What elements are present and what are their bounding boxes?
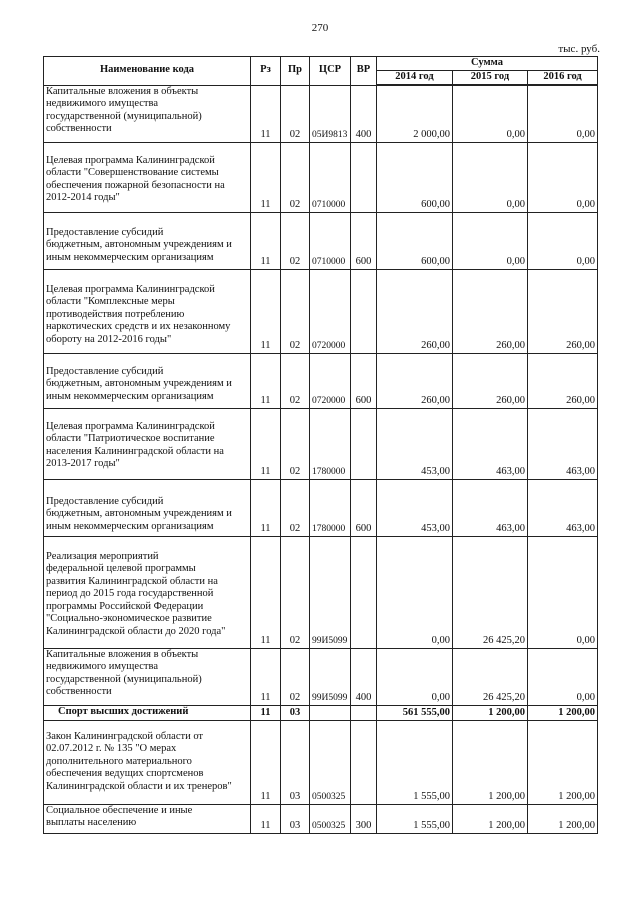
row-pr: 02 [281,353,310,408]
row-2015: 260,00 [453,269,528,353]
row-rz: 11 [251,85,281,142]
row-rz: 11 [251,720,281,804]
row-csr: 1780000 [310,479,351,536]
table-row [44,269,598,353]
row-2015: 1 200,00 [453,720,528,804]
row-rz: 11 [251,212,281,269]
row-2015: 260,00 [453,353,528,408]
header-vr: ВР [351,57,377,86]
row-rz: 11 [251,142,281,212]
row-name: Социальное обеспечение и иные выплаты населению [44,804,251,833]
table-row [44,479,598,536]
table-row [44,353,598,408]
row-pr: 03 [281,804,310,833]
row-name: Закон Калининградской области от 02.07.2012 г. № 135 "О мерах дополнительного материального обеспечения ведущих спортсменов Калининградской области и их тренеров" [44,720,251,804]
header-sum: Сумма [377,57,598,71]
table-row [44,720,598,804]
row-2016: 0,00 [528,648,598,705]
row-pr: 02 [281,85,310,142]
row-vr: 400 [351,648,377,705]
table-row [44,142,598,212]
row-rz: 11 [251,705,281,720]
header-year-2015: 2015 год [453,71,528,86]
row-pr: 02 [281,479,310,536]
table-row [44,85,598,142]
row-vr: 600 [351,479,377,536]
row-2016: 463,00 [528,408,598,479]
row-pr: 02 [281,142,310,212]
table-body [44,85,598,833]
row-2015: 0,00 [453,212,528,269]
row-2015: 1 200,00 [453,804,528,833]
table-row [44,804,598,833]
table-row [44,648,598,705]
row-pr: 02 [281,212,310,269]
row-name: Реализация мероприятий федеральной целевой программы развития Калининградской области на период до 2015 года государственной программы Российской Федерации "Социально-экономическое развитие Калининградской области до 2020 года" [44,536,251,648]
row-name: Целевая программа Калининградской области "Комплексные меры противодействия потреблению наркотических средств и их незаконному обороту на 2012-2016 годы" [44,269,251,353]
header-csr: ЦСР [310,57,351,86]
row-vr [351,408,377,479]
row-csr [310,705,351,720]
row-2015: 463,00 [453,408,528,479]
row-pr: 02 [281,648,310,705]
row-name: Предоставление субсидий бюджетным, автономным учреждениям и иным некоммерческим организациям [44,353,251,408]
table-row [44,705,598,720]
row-vr: 600 [351,212,377,269]
row-2016: 0,00 [528,212,598,269]
row-2016: 0,00 [528,85,598,142]
row-2015: 26 425,20 [453,536,528,648]
row-2016: 1 200,00 [528,705,598,720]
row-vr [351,705,377,720]
row-csr: 0720000 [310,269,351,353]
row-rz: 11 [251,479,281,536]
row-2014: 0,00 [377,648,453,705]
row-2014: 260,00 [377,353,453,408]
row-vr [351,142,377,212]
row-2015: 26 425,20 [453,648,528,705]
row-csr: 0720000 [310,353,351,408]
row-2014: 1 555,00 [377,720,453,804]
row-2014: 453,00 [377,408,453,479]
header-year-2014: 2014 год [377,71,453,86]
table-row [44,536,598,648]
row-vr: 600 [351,353,377,408]
row-vr [351,536,377,648]
page-number: 270 [311,22,329,34]
row-pr: 02 [281,408,310,479]
row-name: Капитальные вложения в объекты недвижимого имущества государственной (муниципальной) собственности [44,85,251,142]
header-pr: Пр [281,57,310,86]
row-csr: 1780000 [310,408,351,479]
row-2014: 1 555,00 [377,804,453,833]
row-vr: 300 [351,804,377,833]
row-2016: 0,00 [528,142,598,212]
row-vr [351,269,377,353]
row-pr: 02 [281,269,310,353]
row-2014: 0,00 [377,536,453,648]
header-year-2016: 2016 год [528,71,598,86]
row-2014: 600,00 [377,212,453,269]
row-rz: 11 [251,648,281,705]
row-2015: 0,00 [453,142,528,212]
row-name: Предоставление субсидий бюджетным, автономным учреждениям и иным некоммерческим организациям [44,479,251,536]
table-row [44,212,598,269]
row-2016: 260,00 [528,353,598,408]
row-2014: 453,00 [377,479,453,536]
header-rz: Рз [251,57,281,86]
row-name: Капитальные вложения в объекты недвижимого имущества государственной (муниципальной) собственности [44,648,251,705]
row-rz: 11 [251,269,281,353]
row-2016: 0,00 [528,536,598,648]
unit-label: тыс. руб. [558,43,600,55]
row-2014: 600,00 [377,142,453,212]
row-rz: 11 [251,804,281,833]
table-row [44,408,598,479]
row-csr: 0500325 [310,720,351,804]
budget-table [43,56,598,834]
row-2016: 260,00 [528,269,598,353]
row-2016: 463,00 [528,479,598,536]
row-csr: 0500325 [310,804,351,833]
row-rz: 11 [251,353,281,408]
row-name: Целевая программа Калининградской области "Совершенствование системы обеспечения пожарной безопасности на 2012-2014 годы" [44,142,251,212]
row-2015: 0,00 [453,85,528,142]
row-2014: 561 555,00 [377,705,453,720]
row-csr: 99И5099 [310,536,351,648]
row-csr: 0710000 [310,142,351,212]
header-name: Наименование кода [44,57,251,86]
row-name: Предоставление субсидий бюджетным, автономным учреждениям и иным некоммерческим организациям [44,212,251,269]
row-csr: 05И9813 [310,85,351,142]
row-vr [351,720,377,804]
row-2014: 260,00 [377,269,453,353]
row-2015: 1 200,00 [453,705,528,720]
row-csr: 99И5099 [310,648,351,705]
row-rz: 11 [251,536,281,648]
row-rz: 11 [251,408,281,479]
row-2014: 2 000,00 [377,85,453,142]
row-name: Целевая программа Калининградской области "Патриотическое воспитание населения Калининградской области на 2013-2017 годы" [44,408,251,479]
row-2015: 463,00 [453,479,528,536]
row-2016: 1 200,00 [528,804,598,833]
row-pr: 02 [281,536,310,648]
row-csr: 0710000 [310,212,351,269]
row-vr: 400 [351,85,377,142]
row-pr: 03 [281,705,310,720]
row-pr: 03 [281,720,310,804]
row-2016: 1 200,00 [528,720,598,804]
row-name: Спорт высших достижений [44,705,251,720]
